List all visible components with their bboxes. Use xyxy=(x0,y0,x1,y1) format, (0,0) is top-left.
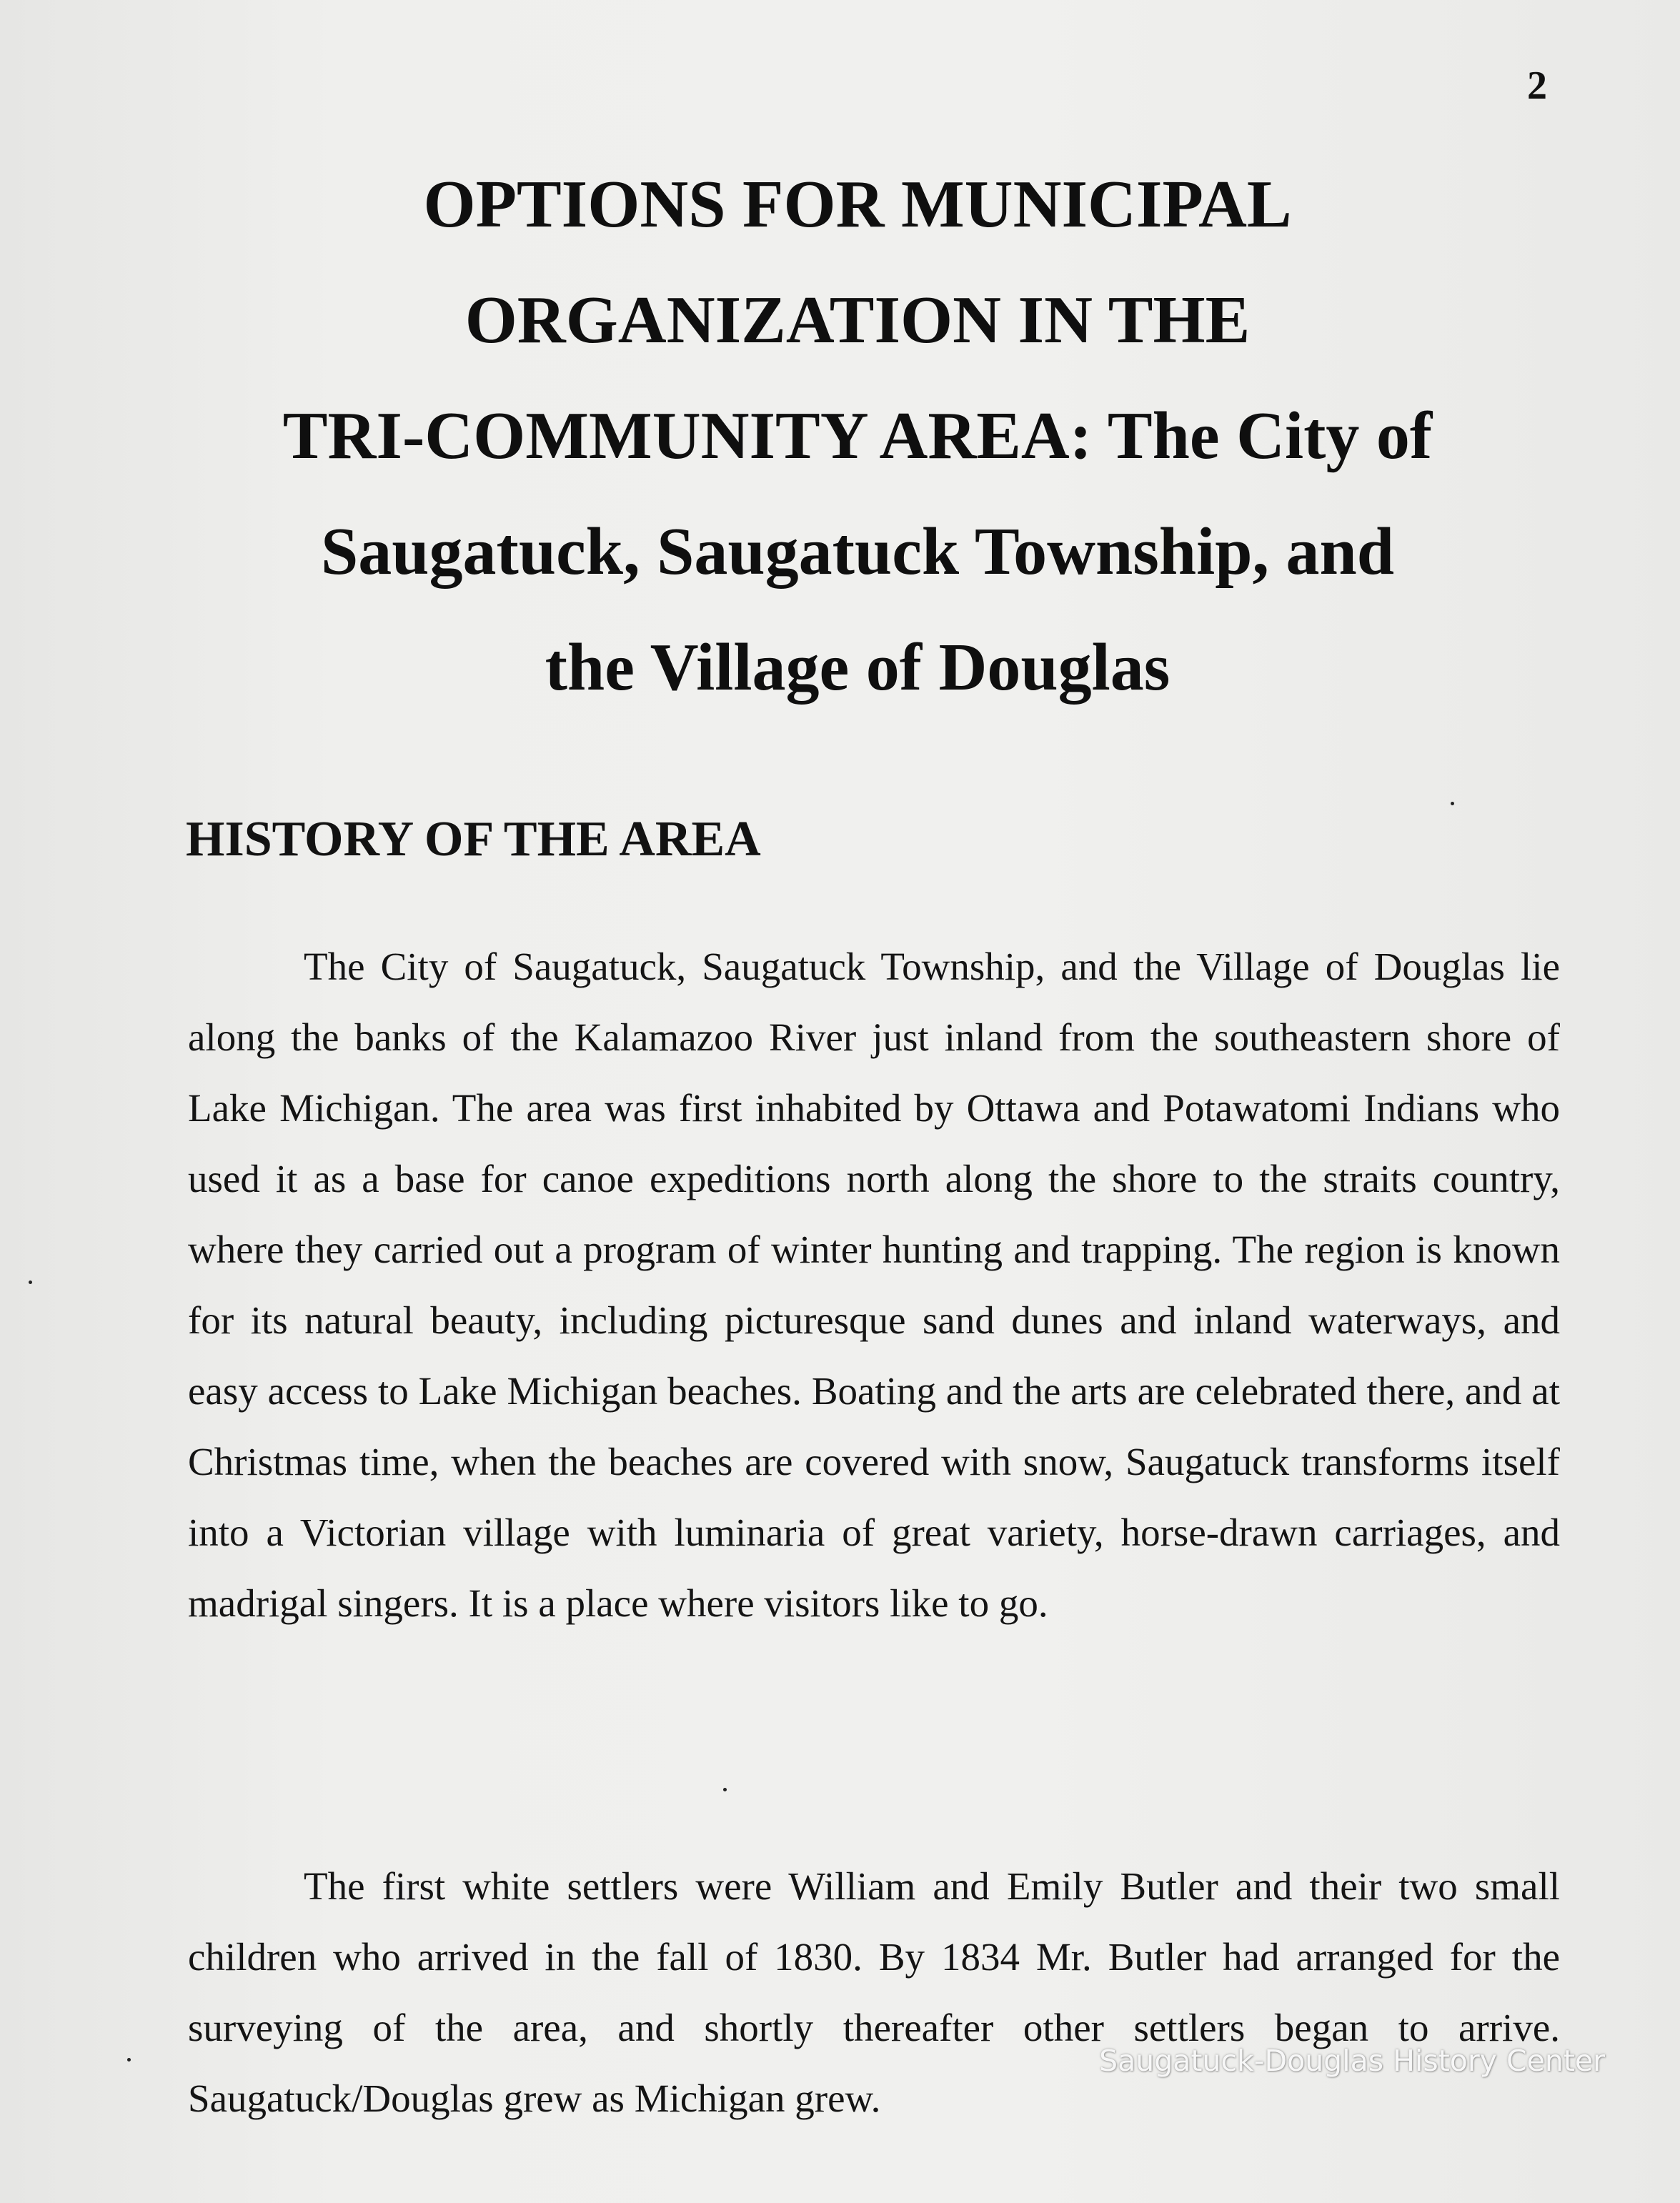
paper-speck xyxy=(29,1280,32,1284)
paper-speck xyxy=(127,2058,131,2062)
document-title xyxy=(186,146,1529,725)
body-paragraph: The first white settlers were William and Emily Butler and their two small children who arrived in the fall of 1830. By 1834 Mr. Butler had arranged for the surveying of the area, and shortly thereafter other settlers began to arrive. Saugatuck/Douglas grew as Michigan grew. xyxy=(188,1864,1560,2120)
paper-speck xyxy=(1451,802,1454,805)
title-line: ORGANIZATION IN THE xyxy=(464,283,1251,357)
paper-speck xyxy=(723,1788,727,1791)
watermark: Saugatuck-Douglas History Center xyxy=(1099,2044,1605,2078)
body-paragraph: The City of Saugatuck, Saugatuck Township, and the Village of Douglas lie along the banks of the Kalamazoo River just inland from the southeastern shore of Lake Michigan. The area was first inhabited by Ottawa and Potawatomi Indians who used it as a base for canoe expeditions north along the shore to the straits country, where they carried out a program of winter hunting and trapping. The region is known for its natural beauty, including picturesque sand dunes and inland waterways, and easy access to Lake Michigan beaches. Boating and the arts are celebrated there, and at Christmas time, when the beaches are covered with snow, Saugatuck transforms itself into a Victorian village with luminaria of great variety, horse-drawn carriages, and madrigal singers. It is a place where visitors like to go. xyxy=(188,945,1560,1625)
title-line: TRI-COMMUNITY AREA: The City of xyxy=(282,399,1433,473)
title-line: Saugatuck, Saugatuck Township, and xyxy=(320,514,1395,589)
title-line: the Village of Douglas xyxy=(545,630,1170,705)
page-number: 2 xyxy=(1527,64,1547,108)
section-heading: HISTORY OF THE AREA xyxy=(186,812,761,867)
title-line: OPTIONS FOR MUNICIPAL xyxy=(423,167,1292,242)
